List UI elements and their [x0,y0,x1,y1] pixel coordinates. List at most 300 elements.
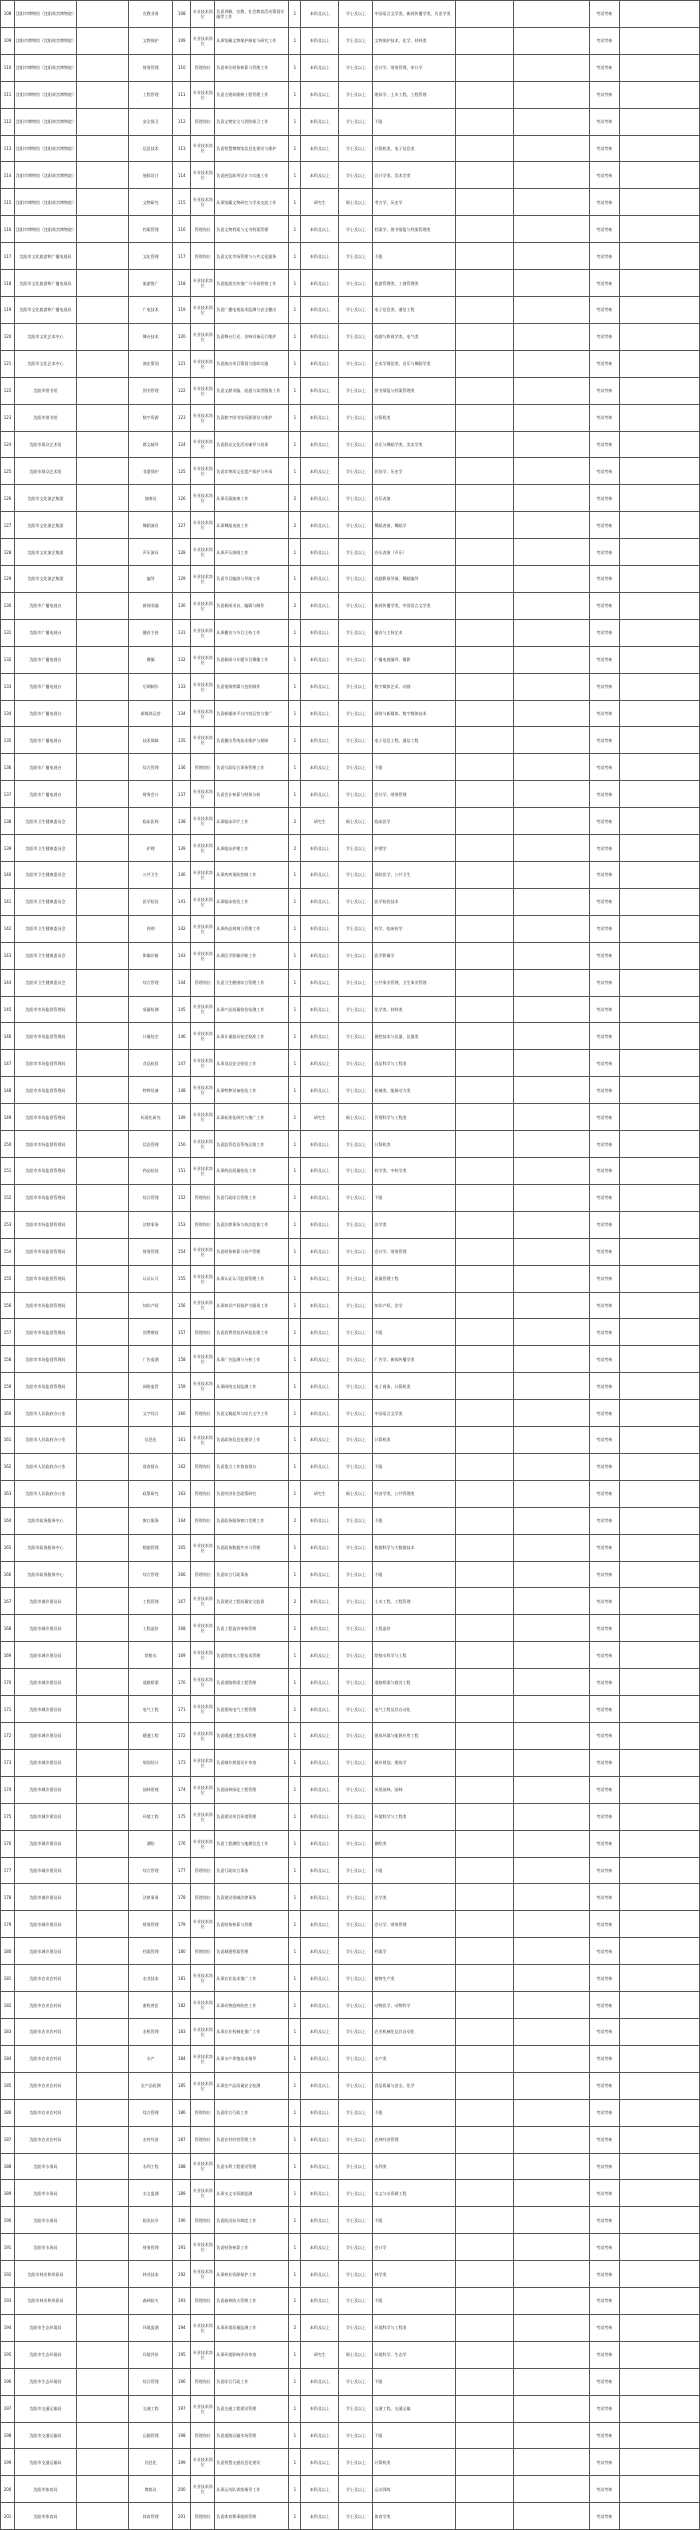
hiring-count-cell: 1 [289,243,301,270]
position-name-cell: 图书管理 [129,377,173,404]
other-requirement-cell [455,27,513,54]
department-cell [77,619,129,646]
job-duties-cell: 负责广播电视技术监测与安全播出 [215,296,289,323]
department-cell [77,458,129,485]
major-requirement-cell: 会计学、财务管理 [373,781,455,808]
position-type-cell: 专业技术岗位 [191,1992,215,2019]
major-requirement-cell: 机械类、能源动力类 [373,1077,455,1104]
remark-cell [513,404,589,431]
degree-cell: 学士及以上 [339,835,373,862]
major-requirement-cell: 不限 [373,1561,455,1588]
degree-cell: 学士及以上 [339,1534,373,1561]
hiring-count-cell: 2 [289,2314,301,2341]
major-requirement-cell: 不限 [373,2368,455,2395]
row-number-cell: 114 [1,162,15,189]
department-cell [77,1050,129,1077]
position-type-cell: 专业技术岗位 [191,1131,215,1158]
position-name-cell: 后期制作 [129,673,173,700]
other-requirement-cell [455,512,513,539]
hiring-count-cell: 1 [289,81,301,108]
row-number-cell: 147 [1,1050,15,1077]
degree-cell: 学士及以上 [339,108,373,135]
education-cell: 本科及以上 [301,2045,339,2072]
table-row [1,162,700,189]
education-cell: 本科及以上 [301,1803,339,1830]
hiring-unit-cell: 沈阳市博物馆（沈阳故宫博物院） [15,108,77,135]
degree-cell: 学士及以上 [339,1131,373,1158]
position-type-cell: 专业技术岗位 [191,1292,215,1319]
remark-cell [513,1507,589,1534]
hiring-unit-cell: 沈阳市市场监督管理局 [15,1023,77,1050]
other-requirement-cell [455,108,513,135]
major-requirement-cell: 食品质量与安全、化学 [373,2072,455,2099]
blank-cell [619,1346,699,1373]
exam-method-cell: 考试考核 [589,1453,619,1480]
education-cell: 本科及以上 [301,270,339,297]
degree-cell: 学士及以上 [339,1749,373,1776]
blank-cell [619,996,699,1023]
department-cell [77,942,129,969]
department-cell [77,915,129,942]
position-name-cell: 广告监测 [129,1346,173,1373]
major-requirement-cell: 新闻传播学类、中国语言文学类 [373,592,455,619]
exam-method-cell: 考试考核 [589,1184,619,1211]
row-number-cell: 117 [1,243,15,270]
blank-cell [619,1077,699,1104]
education-cell: 本科及以上 [301,135,339,162]
other-requirement-cell [455,1050,513,1077]
remark-cell [513,2261,589,2288]
position-code-cell: 112 [173,108,191,135]
major-requirement-cell: 建筑学、土木工程、工程管理 [373,81,455,108]
position-type-cell: 专业技术岗位 [191,619,215,646]
remark-cell [513,915,589,942]
hiring-unit-cell: 沈阳市博物馆（沈阳故宫博物院） [15,27,77,54]
remark-cell [513,350,589,377]
position-name-cell: 非遗保护 [129,458,173,485]
blank-cell [619,1319,699,1346]
education-cell: 本科及以上 [301,2153,339,2180]
row-number-cell: 141 [1,888,15,915]
job-duties-cell: 从事动物疫病防控工作 [215,1992,289,2019]
row-number-cell: 182 [1,1992,15,2019]
education-cell: 本科及以上 [301,2476,339,2503]
job-duties-cell: 负责综合行政事务 [215,1561,289,1588]
hiring-unit-cell: 沈阳市市场监督管理局 [15,1050,77,1077]
hiring-unit-cell: 沈阳市文化旅游和广播电视局 [15,243,77,270]
other-requirement-cell [455,566,513,593]
position-name-cell: 特种设备 [129,1077,173,1104]
job-duties-cell: 负责法律事务与执法监督工作 [215,1211,289,1238]
major-requirement-cell: 网络与新媒体、数字媒体技术 [373,700,455,727]
education-cell: 研究生 [301,2341,339,2368]
position-code-cell: 145 [173,996,191,1023]
job-duties-cell: 负责文献采编、流通与读者服务工作 [215,377,289,404]
education-cell: 本科及以上 [301,1077,339,1104]
hiring-count-cell: 1 [289,1776,301,1803]
job-duties-cell: 负责水利工程建设管理 [215,2153,289,2180]
row-number-cell: 112 [1,108,15,135]
department-cell [77,1292,129,1319]
exam-method-cell: 考试考核 [589,377,619,404]
row-number-cell: 192 [1,2261,15,2288]
row-number-cell: 173 [1,1749,15,1776]
position-code-cell: 174 [173,1776,191,1803]
other-requirement-cell [455,1077,513,1104]
table-row [1,1157,700,1184]
exam-method-cell: 考试考核 [589,2288,619,2315]
hiring-unit-cell: 沈阳市博物馆（沈阳故宫博物院） [15,189,77,216]
job-duties-cell: 负责道路运输市场管理 [215,2422,289,2449]
other-requirement-cell [455,1615,513,1642]
hiring-count-cell: 1 [289,566,301,593]
education-cell: 本科及以上 [301,485,339,512]
position-name-cell: 财务会计 [129,781,173,808]
position-code-cell: 200 [173,2476,191,2503]
other-requirement-cell [455,2045,513,2072]
other-requirement-cell [455,2314,513,2341]
position-name-cell: 农业技术 [129,1965,173,1992]
hiring-unit-cell: 沈阳市城乡建设局 [15,1588,77,1615]
exam-method-cell: 考试考核 [589,1050,619,1077]
remark-cell [513,1157,589,1184]
table-row [1,2368,700,2395]
job-duties-cell: 从事疾病预防控制工作 [215,862,289,889]
row-number-cell: 113 [1,135,15,162]
position-type-cell: 管理岗位 [191,1211,215,1238]
job-duties-cell: 从事乐器演奏工作 [215,485,289,512]
degree-cell: 学士及以上 [339,1050,373,1077]
row-number-cell: 193 [1,2288,15,2315]
position-type-cell: 管理岗位 [191,2422,215,2449]
position-type-cell: 专业技术岗位 [191,1373,215,1400]
hiring-unit-cell: 沈阳市政务服务中心 [15,1561,77,1588]
exam-method-cell: 考试考核 [589,1211,619,1238]
exam-method-cell: 考试考核 [589,189,619,216]
position-name-cell: 电气工程 [129,1696,173,1723]
hiring-count-cell: 1 [289,2045,301,2072]
education-cell: 本科及以上 [301,1131,339,1158]
position-name-cell: 展陈设计 [129,162,173,189]
other-requirement-cell [455,81,513,108]
major-requirement-cell: 测绘类 [373,1830,455,1857]
department-cell [77,108,129,135]
other-requirement-cell [455,996,513,1023]
position-code-cell: 166 [173,1561,191,1588]
degree-cell: 学士及以上 [339,1642,373,1669]
education-cell: 本科及以上 [301,754,339,781]
hiring-count-cell: 1 [289,1453,301,1480]
hiring-unit-cell: 沈阳市城乡建设局 [15,1669,77,1696]
hiring-count-cell: 1 [289,2261,301,2288]
hiring-count-cell: 1 [289,1803,301,1830]
hiring-count-cell: 1 [289,915,301,942]
other-requirement-cell [455,2234,513,2261]
table-row [1,1884,700,1911]
degree-cell: 学士及以上 [339,1427,373,1454]
job-duties-cell: 负责体育赛事组织管理 [215,2503,289,2530]
exam-method-cell: 考试考核 [589,1400,619,1427]
other-requirement-cell [455,1803,513,1830]
hiring-unit-cell: 沈阳市市场监督管理局 [15,1292,77,1319]
major-requirement-cell: 医学检验技术 [373,888,455,915]
blank-cell [619,1776,699,1803]
department-cell [77,1723,129,1750]
position-code-cell: 199 [173,2449,191,2476]
exam-method-cell: 考试考核 [589,1427,619,1454]
remark-cell [513,458,589,485]
hiring-unit-cell: 沈阳市博物馆（沈阳故宫博物院） [15,135,77,162]
table-row [1,673,700,700]
major-requirement-cell: 临床医学 [373,808,455,835]
hiring-count-cell: 1 [289,2126,301,2153]
other-requirement-cell [455,1642,513,1669]
job-duties-cell: 负责旅游宣传推广与市场营销工作 [215,270,289,297]
position-type-cell: 管理岗位 [191,108,215,135]
table-row [1,458,700,485]
department-cell [77,1534,129,1561]
hiring-count-cell: 1 [289,1857,301,1884]
hiring-unit-cell: 沈阳市城乡建设局 [15,1938,77,1965]
blank-cell [619,1373,699,1400]
remark-cell [513,512,589,539]
degree-cell: 学士及以上 [339,2126,373,2153]
hiring-unit-cell: 沈阳市林业和草原局 [15,2261,77,2288]
exam-method-cell: 考试考核 [589,1480,619,1507]
major-requirement-cell: 音乐表演（声乐） [373,539,455,566]
degree-cell: 学士及以上 [339,1507,373,1534]
position-code-cell: 114 [173,162,191,189]
position-code-cell: 189 [173,2180,191,2207]
major-requirement-cell: 不限 [373,1453,455,1480]
row-number-cell: 197 [1,2395,15,2422]
row-number-cell: 139 [1,835,15,862]
exam-method-cell: 考试考核 [589,2449,619,2476]
position-code-cell: 150 [173,1131,191,1158]
position-code-cell: 180 [173,1938,191,1965]
job-duties-cell: 从事医学影像诊断工作 [215,942,289,969]
remark-cell [513,2395,589,2422]
row-number-cell: 156 [1,1292,15,1319]
education-cell: 本科及以上 [301,1427,339,1454]
position-code-cell: 191 [173,2234,191,2261]
exam-method-cell: 考试考核 [589,1292,619,1319]
position-type-cell: 管理岗位 [191,1884,215,1911]
job-duties-cell: 负责建筑电气工程管理 [215,1696,289,1723]
position-type-cell: 专业技术岗位 [191,2395,215,2422]
degree-cell: 硕士及以上 [339,808,373,835]
job-duties-cell: 负责防汛抗旱调度工作 [215,2207,289,2234]
table-row [1,2018,700,2045]
hiring-count-cell: 1 [289,1157,301,1184]
other-requirement-cell [455,2341,513,2368]
hiring-count-cell: 1 [289,2018,301,2045]
major-requirement-cell: 测控技术与仪器、仪器类 [373,1023,455,1050]
remark-cell [513,108,589,135]
blank-cell [619,2207,699,2234]
department-cell [77,27,129,54]
hiring-unit-cell: 沈阳市政务服务中心 [15,1507,77,1534]
hiring-unit-cell: 沈阳市农业农村局 [15,1965,77,1992]
position-code-cell: 160 [173,1400,191,1427]
department-cell [77,2261,129,2288]
position-name-cell: 认证认可 [129,1265,173,1292]
job-duties-cell: 负责财务核算工作 [215,2234,289,2261]
education-cell: 本科及以上 [301,1157,339,1184]
row-number-cell: 137 [1,781,15,808]
degree-cell: 学士及以上 [339,1238,373,1265]
row-number-cell: 200 [1,2476,15,2503]
blank-cell [619,1857,699,1884]
table-row [1,1265,700,1292]
position-code-cell: 164 [173,1507,191,1534]
other-requirement-cell [455,1884,513,1911]
hiring-unit-cell: 沈阳市城乡建设局 [15,1911,77,1938]
exam-method-cell: 考试考核 [589,1615,619,1642]
position-type-cell: 专业技术岗位 [191,1427,215,1454]
hiring-unit-cell: 沈阳市市场监督管理局 [15,1131,77,1158]
row-number-cell: 185 [1,2072,15,2099]
exam-method-cell: 考试考核 [589,81,619,108]
exam-method-cell: 考试考核 [589,2180,619,2207]
major-requirement-cell: 音乐与舞蹈学类、美术学类 [373,431,455,458]
position-code-cell: 194 [173,2314,191,2341]
major-requirement-cell: 音乐表演 [373,485,455,512]
hiring-count-cell: 1 [289,377,301,404]
degree-cell: 硕士及以上 [339,2341,373,2368]
position-type-cell: 专业技术岗位 [191,512,215,539]
degree-cell: 硕士及以上 [339,1104,373,1131]
job-duties-cell: 负责政务服务窗口受理工作 [215,1507,289,1534]
education-cell: 本科及以上 [301,2261,339,2288]
job-duties-cell: 负责暖通工程技术管理 [215,1723,289,1750]
position-code-cell: 156 [173,1292,191,1319]
table-row [1,700,700,727]
hiring-unit-cell: 沈阳市卫生健康委员会 [15,969,77,996]
position-type-cell: 专业技术岗位 [191,2476,215,2503]
position-type-cell: 专业技术岗位 [191,673,215,700]
education-cell: 本科及以上 [301,2314,339,2341]
position-name-cell: 财务管理 [129,1238,173,1265]
exam-method-cell: 考试考核 [589,485,619,512]
major-requirement-cell: 计算机类 [373,2449,455,2476]
position-name-cell: 综合管理 [129,969,173,996]
position-code-cell: 130 [173,592,191,619]
position-name-cell: 信息化 [129,1427,173,1454]
job-duties-cell: 从事食品安全检验工作 [215,1050,289,1077]
job-duties-cell: 负责森林防火管理工作 [215,2288,289,2315]
job-duties-cell: 负责会计核算与财务分析 [215,781,289,808]
education-cell: 研究生 [301,1104,339,1131]
table-row [1,2261,700,2288]
position-type-cell: 专业技术岗位 [191,1265,215,1292]
hiring-count-cell: 1 [289,431,301,458]
education-cell: 本科及以上 [301,1723,339,1750]
job-duties-cell: 负责园林绿化工程管理 [215,1776,289,1803]
hiring-count-cell: 1 [289,1669,301,1696]
position-type-cell: 专业技术岗位 [191,2018,215,2045]
hiring-count-cell: 1 [289,539,301,566]
hiring-unit-cell: 沈阳市广播电视台 [15,754,77,781]
position-name-cell: 新媒体运营 [129,700,173,727]
hiring-count-cell: 1 [289,942,301,969]
hiring-unit-cell: 沈阳市体育局 [15,2476,77,2503]
remark-cell [513,1265,589,1292]
education-cell: 本科及以上 [301,2207,339,2234]
position-code-cell: 198 [173,2422,191,2449]
education-cell: 本科及以上 [301,162,339,189]
degree-cell: 学士及以上 [339,431,373,458]
major-requirement-cell: 计算机类 [373,1131,455,1158]
major-requirement-cell: 风景园林、园林 [373,1776,455,1803]
education-cell: 研究生 [301,1480,339,1507]
other-requirement-cell [455,1749,513,1776]
hiring-count-cell: 2 [289,835,301,862]
position-code-cell: 128 [173,539,191,566]
education-cell: 本科及以上 [301,458,339,485]
table-row [1,27,700,54]
hiring-unit-cell: 沈阳市城乡建设局 [15,1642,77,1669]
remark-cell [513,1023,589,1050]
degree-cell: 学士及以上 [339,162,373,189]
row-number-cell: 125 [1,458,15,485]
department-cell [77,243,129,270]
row-number-cell: 123 [1,404,15,431]
hiring-count-cell: 1 [289,1400,301,1427]
major-requirement-cell: 广播电视编导、摄影 [373,646,455,673]
other-requirement-cell [455,915,513,942]
hiring-count-cell: 1 [289,296,301,323]
row-number-cell: 136 [1,754,15,781]
hiring-unit-cell: 沈阳市城乡建设局 [15,1723,77,1750]
exam-method-cell: 考试考核 [589,1157,619,1184]
row-number-cell: 149 [1,1104,15,1131]
position-type-cell: 专业技术岗位 [191,458,215,485]
exam-method-cell: 考试考核 [589,1265,619,1292]
hiring-unit-cell: 沈阳市市场监督管理局 [15,1373,77,1400]
other-requirement-cell [455,323,513,350]
row-number-cell: 176 [1,1830,15,1857]
exam-method-cell: 考试考核 [589,969,619,996]
department-cell [77,1319,129,1346]
position-type-cell: 专业技术岗位 [191,485,215,512]
row-number-cell: 108 [1,1,15,28]
remark-cell [513,619,589,646]
position-code-cell: 152 [173,1184,191,1211]
row-number-cell: 188 [1,2153,15,2180]
job-duties-cell: 负责政务信息化建设工作 [215,1427,289,1454]
remark-cell [513,296,589,323]
education-cell: 本科及以上 [301,1238,339,1265]
table-row [1,1238,700,1265]
department-cell [77,81,129,108]
position-code-cell: 192 [173,2261,191,2288]
table-row [1,1050,700,1077]
position-type-cell: 管理岗位 [191,2288,215,2315]
exam-method-cell: 考试考核 [589,2395,619,2422]
hiring-unit-cell: 沈阳市图书馆 [15,404,77,431]
position-name-cell: 药品检验 [129,1157,173,1184]
row-number-cell: 174 [1,1776,15,1803]
position-code-cell: 108 [173,1,191,28]
position-type-cell: 专业技术岗位 [191,942,215,969]
remark-cell [513,1373,589,1400]
major-requirement-cell: 动物医学、动物科学 [373,1992,455,2019]
other-requirement-cell [455,673,513,700]
remark-cell [513,1561,589,1588]
department-cell [77,700,129,727]
job-duties-cell: 负责播出系统技术维护与保障 [215,727,289,754]
